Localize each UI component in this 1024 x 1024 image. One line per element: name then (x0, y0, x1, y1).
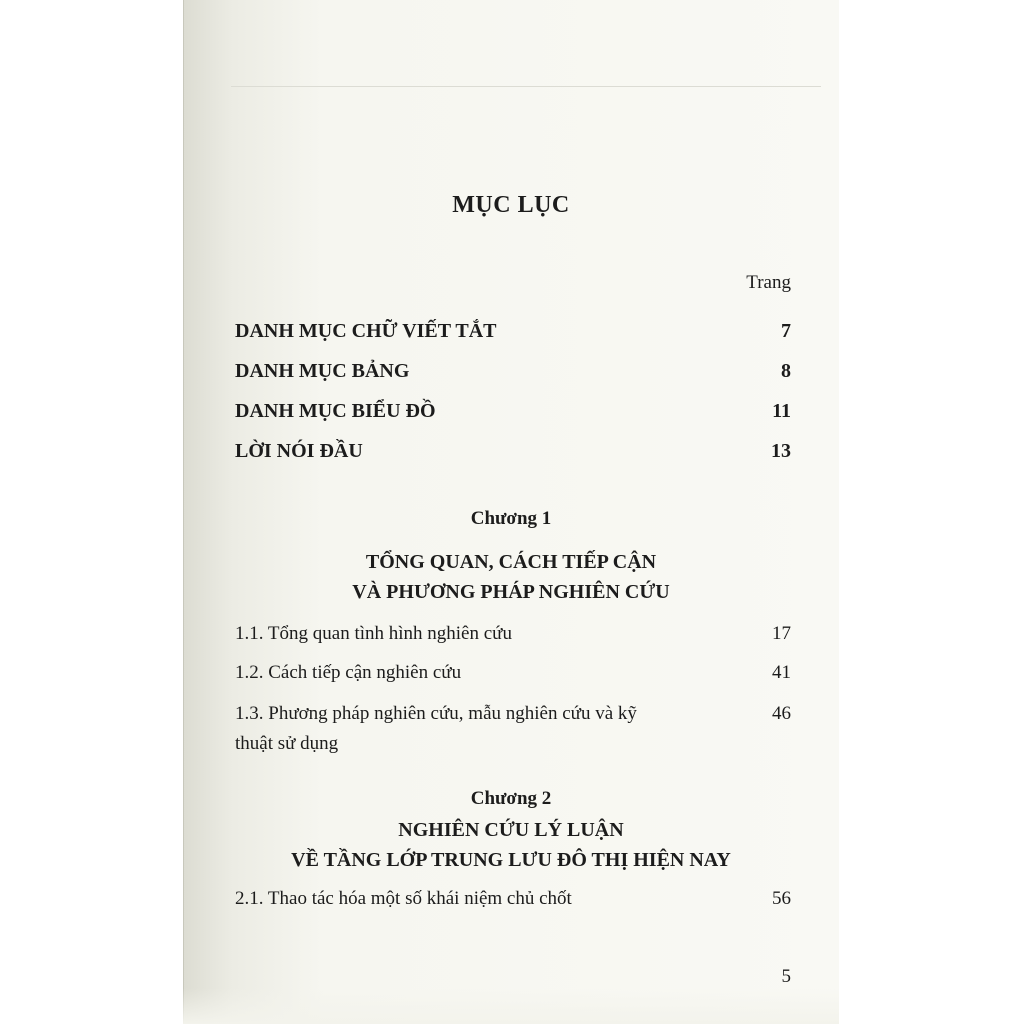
toc-entry-section-1-1 (235, 623, 791, 645)
toc-entry-page: 8 (781, 360, 791, 382)
toc-entry-section-1-2 (235, 662, 791, 684)
chapter-1-title-line-1: TỔNG QUAN, CÁCH TIẾP CẬN (365, 551, 657, 573)
toc-entry-preface (235, 440, 791, 463)
toc-entry-section-1-3 (235, 699, 791, 759)
toc-entry-label: DANH MỤC BẢNG (235, 360, 410, 382)
toc-entry-label: DANH MỤC CHỮ VIẾT TẮT (235, 320, 497, 342)
toc-entry-label: 1.1. Tổng quan tình hình nghiên cứu (235, 623, 512, 644)
chapter-2-title-line-1: NGHIÊN CỨU LÝ LUẬN (398, 819, 624, 841)
toc-entry-page: 17 (772, 623, 791, 644)
toc-entry-page: 41 (772, 662, 791, 683)
bleed-through-rule (231, 86, 821, 87)
toc-entry-page: 46 (772, 703, 791, 724)
toc-entry-label: LỜI NÓI ĐẦU (235, 440, 363, 462)
toc-entry-page: 11 (772, 400, 791, 422)
toc-title: MỤC LỤC (452, 192, 570, 218)
toc-entry-label-continued: thuật sử dụng (235, 733, 339, 754)
toc-entry-section-2-1 (235, 888, 791, 910)
toc-entry-charts (235, 400, 791, 423)
toc-entry-page: 7 (781, 320, 791, 342)
toc-entry-page: 56 (772, 888, 791, 909)
toc-entry-label: DANH MỤC BIỂU ĐỒ (235, 400, 436, 422)
page-column-label: Trang (746, 272, 791, 293)
toc-entry-label: 1.2. Cách tiếp cận nghiên cứu (235, 662, 462, 683)
chapter-2-heading: Chương 2 (470, 788, 552, 809)
chapter-2-title-line-2: VỀ TẦNG LỚP TRUNG LƯU ĐÔ THỊ HIỆN NAY (291, 849, 731, 871)
chapter-1-heading: Chương 1 (470, 508, 552, 529)
toc-entry-page: 13 (771, 440, 791, 462)
toc-entry-label: 2.1. Thao tác hóa một số khái niệm chủ chốt (235, 888, 572, 909)
page-number: 5 (781, 966, 791, 987)
toc-entry-label: 1.3. Phương pháp nghiên cứu, mẫu nghiên cứu và kỹ (235, 703, 637, 724)
toc-entry-tables (235, 360, 791, 383)
book-page (183, 0, 839, 1024)
toc-entry-abbreviations (235, 320, 791, 343)
chapter-1-title-line-2: VÀ PHƯƠNG PHÁP NGHIÊN CỨU (352, 581, 670, 603)
